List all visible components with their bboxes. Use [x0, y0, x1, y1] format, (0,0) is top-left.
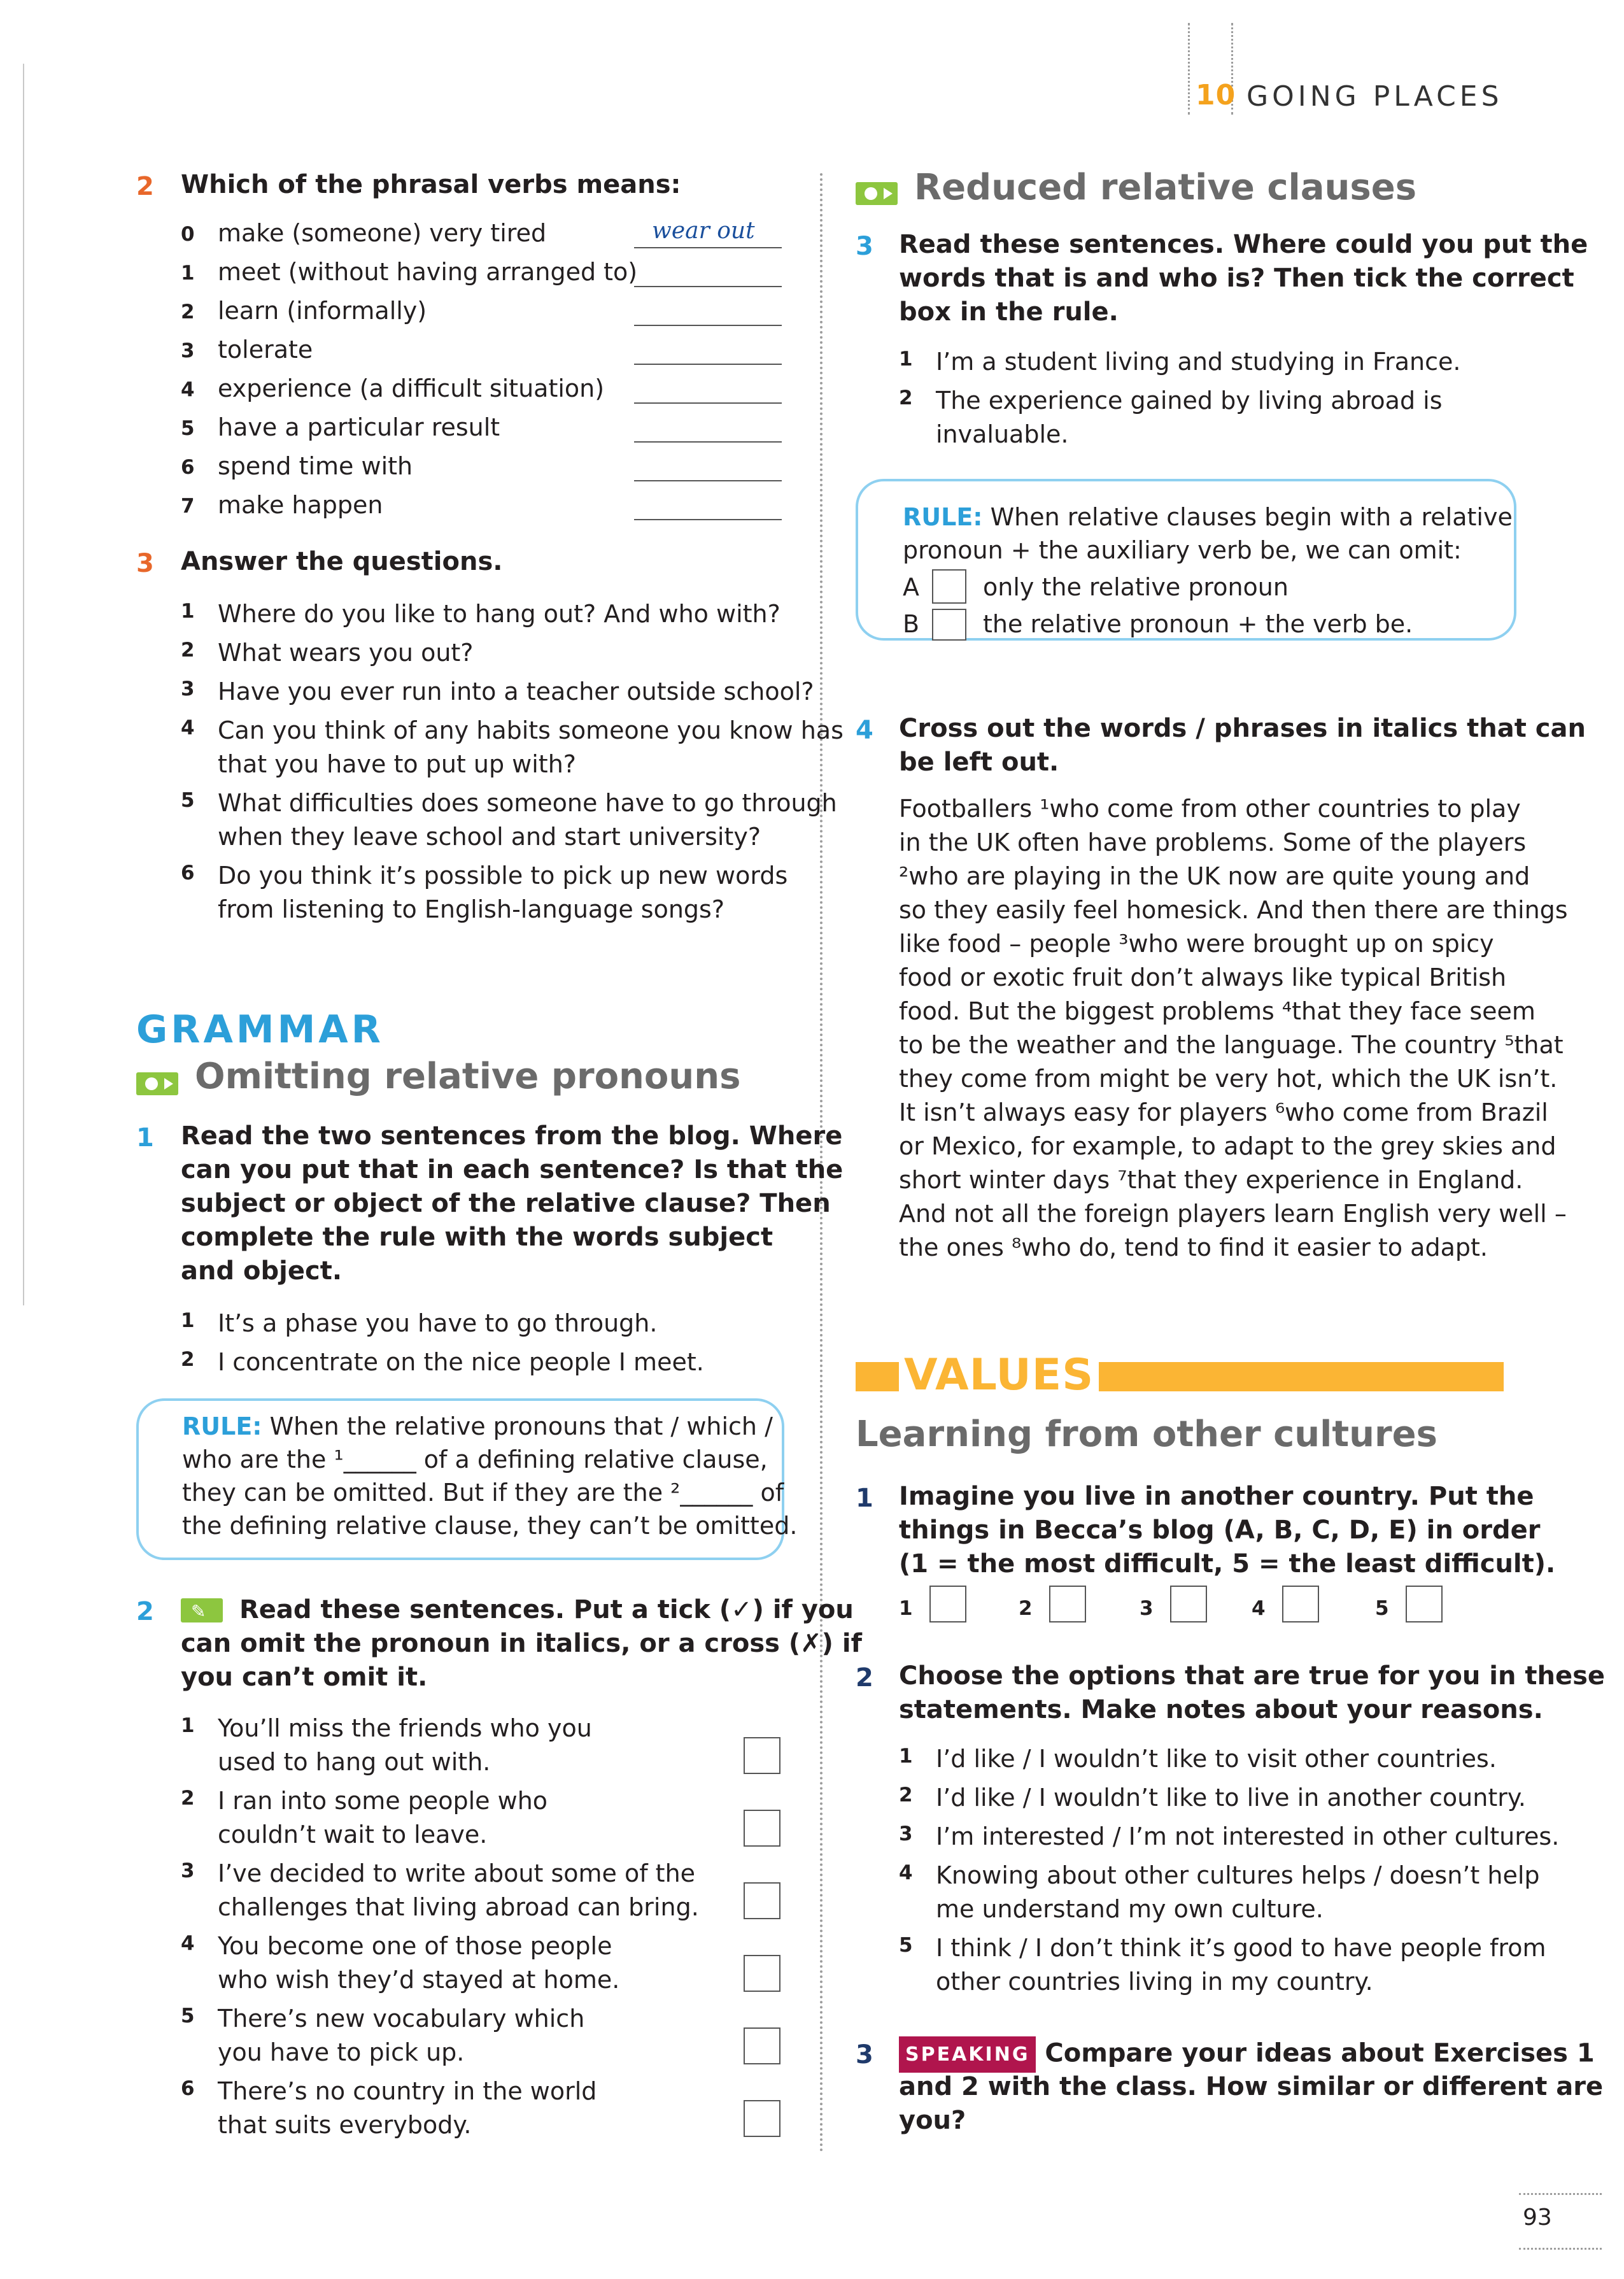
exercise-title-line: Choose the options that are true for you in these [899, 1661, 1606, 1691]
item-line: Do you think it’s possible to pick up new words [218, 862, 788, 890]
item-number: 4 [181, 716, 195, 739]
item-number: 2 [181, 639, 195, 662]
item-line: There’s new vocabulary which [218, 2005, 585, 2033]
item-number: 1 [181, 1714, 195, 1737]
handwritten-answer: wear out [652, 218, 755, 244]
rule-line [182, 1410, 773, 1444]
paragraph-line: the ones ⁸who do, tend to find it easier to adapt. [899, 1233, 1488, 1261]
ranking-checkbox[interactable] [1049, 1586, 1086, 1622]
exercise-number: 2 [856, 1663, 873, 1693]
item-line: Can you think of any habits someone you know has [218, 716, 844, 744]
item-number: 3 [181, 1859, 195, 1882]
option-text: only the relative pronoun [983, 573, 1289, 601]
answer-field[interactable] [634, 247, 782, 248]
item-number: 6 [181, 862, 195, 884]
item-line: The experience gained by living abroad is [936, 387, 1443, 415]
item-text: learn (informally) [218, 297, 427, 325]
item-number: 7 [181, 495, 195, 518]
paragraph-line: they come from might be very hot, which the UK isn’t. [899, 1065, 1558, 1093]
header-rule [1188, 23, 1190, 115]
exercise-title-line: things in Becca’s blog (A, B, C, D, E) in order [899, 1516, 1541, 1545]
item-number: 2 [181, 1787, 195, 1810]
exercise-title-line: and object. [181, 1256, 342, 1286]
ranking-checkbox[interactable] [1282, 1586, 1319, 1622]
footer-dots [1519, 2193, 1602, 2195]
item-line: from listening to English-language songs? [218, 895, 724, 923]
subheading: Omitting relative pronouns [195, 1056, 741, 1097]
exercise-number: 2 [136, 172, 154, 201]
ranking-checkbox[interactable] [1406, 1586, 1443, 1622]
item-line: that you have to put up with? [218, 750, 576, 778]
item-line: I think / I don’t think it’s good to have people from [936, 1934, 1546, 1962]
item-line: used to hang out with. [218, 1748, 491, 1776]
exercise-title-line: you? [899, 2106, 966, 2135]
subheading: Reduced relative clauses [914, 167, 1417, 208]
answer-field[interactable] [634, 441, 782, 443]
exercise-title-line: Read these sentences. Where could you put the [899, 230, 1588, 259]
unit-title: GOING PLACES [1246, 80, 1503, 113]
item-number: 1 [181, 262, 195, 285]
pencil-icon: ✎ [181, 1598, 223, 1622]
item-line: challenges that living abroad can bring. [218, 1893, 699, 1921]
item-number: 0 [181, 223, 195, 246]
ranking-checkbox[interactable] [929, 1586, 966, 1622]
answer-field[interactable] [634, 402, 782, 404]
rule-line-text: When the relative pronouns that / which / [269, 1412, 773, 1440]
item-number: 4 [899, 1861, 913, 1884]
rule-label: RULE: [903, 503, 983, 531]
subheading: Learning from other cultures [856, 1414, 1437, 1455]
exercise-title [899, 2036, 1595, 2073]
exercise-number: 3 [856, 232, 873, 261]
exercise-title-text: Compare your ideas about Exercises 1 [1045, 2038, 1595, 2068]
item-line: invaluable. [936, 420, 1069, 448]
item-text: make (someone) very tired [218, 219, 547, 247]
item-number: 6 [181, 2077, 195, 2100]
item-line: What wears you out? [218, 639, 474, 667]
paragraph-line: And not all the foreign players learn English very well – [899, 1200, 1567, 1228]
item-number: 1 [181, 600, 195, 623]
item-line: who wish they’d stayed at home. [218, 1966, 620, 1994]
paragraph-line: short winter days ⁷that they experience in England. [899, 1166, 1523, 1194]
item-number: 2 [181, 1348, 195, 1371]
item-number: 5 [899, 1934, 913, 1957]
exercise-number: 2 [136, 1597, 154, 1626]
item-line: It’s a phase you have to go through. [218, 1309, 658, 1337]
exercise-number: 4 [856, 716, 873, 745]
item-line: I’ve decided to write about some of the [218, 1859, 696, 1887]
option-letter: B [903, 610, 920, 638]
item-line: You become one of those people [218, 1932, 612, 1960]
item-number: 2 [899, 1784, 913, 1807]
section-heading: GRAMMAR [136, 1007, 384, 1052]
rule-label: RULE: [182, 1412, 262, 1440]
exercise-number: 1 [136, 1123, 154, 1153]
exercise-title-line: (1 = the most difficult, 5 = the least difficult). [899, 1549, 1556, 1579]
exercise-title: Which of the phrasal verbs means: [181, 170, 681, 199]
item-line: Have you ever run into a teacher outside school? [218, 678, 814, 706]
option-letter: A [903, 573, 919, 601]
rule-line: they can be omitted. But if they are the ²______ of [182, 1479, 784, 1507]
item-text: spend time with [218, 452, 413, 480]
item-line: Where do you like to hang out? And who with? [218, 600, 780, 628]
item-line: Knowing about other cultures helps / doesn’t help [936, 1861, 1540, 1889]
exercise-number: 1 [856, 1484, 873, 1513]
rule-line [903, 501, 1513, 534]
paragraph-line: to be the weather and the language. The country ⁵that [899, 1031, 1564, 1059]
exercise-title-line: box in the rule. [899, 297, 1119, 327]
item-number: 1 [181, 1309, 195, 1332]
answer-field[interactable] [634, 325, 782, 326]
exercise-title-line: and 2 with the class. How similar or different are [899, 2072, 1604, 2101]
item-text: have a particular result [218, 413, 500, 441]
box-number: 3 [1140, 1597, 1154, 1620]
item-text: meet (without having arranged to) [218, 258, 638, 286]
exercise-title-line: be left out. [899, 748, 1059, 777]
exercise-title-line: statements. Make notes about your reasons. [899, 1695, 1543, 1724]
page-number: 93 [1523, 2204, 1552, 2231]
item-number: 1 [899, 1745, 913, 1768]
ranking-checkbox[interactable] [1170, 1586, 1207, 1622]
rule-line: the defining relative clause, they can’t be omitted. [182, 1512, 798, 1540]
item-line: There’s no country in the world [218, 2077, 597, 2105]
exercise-title-line: Cross out the words / phrases in italics that can [899, 714, 1586, 743]
answer-checkbox[interactable] [744, 1737, 780, 1774]
item-text: tolerate [218, 336, 313, 364]
answer-checkbox[interactable] [744, 2027, 780, 2064]
item-line: I’m a student living and studying in France. [936, 348, 1461, 376]
paragraph-line: or Mexico, for example, to adapt to the grey skies and [899, 1132, 1557, 1160]
item-line: me understand my own culture. [936, 1895, 1324, 1923]
item-number: 4 [181, 1932, 195, 1955]
item-number: 6 [181, 456, 195, 479]
paragraph-line: like food – people ³who were brought up on spicy [899, 930, 1494, 958]
item-line: other countries living in my country. [936, 1968, 1373, 1996]
rule-box [856, 479, 1516, 641]
item-line: I’d like / I wouldn’t like to visit other countries. [936, 1745, 1497, 1773]
video-icon [856, 182, 898, 205]
answer-checkbox[interactable] [744, 1882, 780, 1919]
item-number: 3 [181, 678, 195, 700]
exercise-number: 3 [856, 2040, 873, 2070]
exercise-title-line: Read the two sentences from the blog. Where [181, 1121, 843, 1151]
answer-field[interactable] [634, 519, 782, 520]
speaking-badge: SPEAKING [899, 2036, 1036, 2073]
item-line: I ran into some people who [218, 1787, 548, 1815]
paragraph-line: Footballers ¹who come from other countries to play [899, 795, 1521, 823]
item-text: experience (a difficult situation) [218, 374, 605, 402]
item-number: 5 [181, 789, 195, 812]
answer-field[interactable] [634, 286, 782, 287]
item-number: 5 [181, 2005, 195, 2027]
paragraph-line: ²who are playing in the UK now are quite young and [899, 862, 1530, 890]
item-line: you have to pick up. [218, 2038, 465, 2066]
item-line: I concentrate on the nice people I meet. [218, 1348, 704, 1376]
item-text: make happen [218, 491, 383, 519]
exercise-title-line: words that is and who is? Then tick the correct [899, 264, 1574, 293]
rule-line: pronoun + the auxiliary verb be, we can omit: [903, 536, 1462, 564]
rule-line-text: When relative clauses begin with a relative [990, 503, 1513, 531]
exercise-title-line: complete the rule with the words subject [181, 1223, 773, 1252]
page-margin-line [23, 64, 24, 1305]
box-number: 2 [1019, 1597, 1033, 1620]
section-heading: VALUES [899, 1351, 1099, 1400]
item-number: 2 [181, 301, 195, 323]
unit-number: 10 [1196, 79, 1236, 111]
exercise-title-line: can you put that in each sentence? Is that the [181, 1155, 844, 1184]
rule-option-b-checkbox[interactable] [932, 609, 966, 641]
item-line: You’ll miss the friends who you [218, 1714, 592, 1742]
footer-dots [1519, 2248, 1602, 2250]
box-number: 4 [1252, 1597, 1266, 1620]
paragraph-line: It isn’t always easy for players ⁶who come from Brazil [899, 1098, 1548, 1126]
item-line: that suits everybody. [218, 2111, 472, 2139]
item-number: 3 [181, 339, 195, 362]
exercise-title: Answer the questions. [181, 547, 503, 576]
exercise-number: 3 [136, 549, 154, 578]
item-line: couldn’t wait to leave. [218, 1821, 488, 1849]
item-line: when they leave school and start university? [218, 823, 761, 851]
answer-checkbox[interactable] [744, 1810, 780, 1847]
item-number: 3 [899, 1822, 913, 1845]
box-number: 5 [1375, 1597, 1389, 1620]
answer-field[interactable] [634, 364, 782, 365]
rule-box [136, 1398, 798, 1560]
box-number: 1 [899, 1597, 913, 1620]
paragraph-line: food or exotic fruit don’t always like typical British [899, 963, 1507, 991]
item-number: 1 [899, 348, 913, 371]
exercise-title-line: Read these sentences. Put a tick (✓) if you [239, 1595, 854, 1624]
video-icon [136, 1072, 178, 1095]
item-number: 5 [181, 417, 195, 440]
item-line: What difficulties does someone have to go through [218, 789, 837, 817]
exercise-title-line: Imagine you live in another country. Put the [899, 1482, 1534, 1511]
answer-checkbox[interactable] [744, 1955, 780, 1992]
paragraph-line: in the UK often have problems. Some of the players [899, 828, 1527, 856]
paragraph-line: so they easily feel homesick. And then there are things [899, 896, 1568, 924]
exercise-title-line: subject or object of the relative clause? Then [181, 1189, 831, 1218]
item-line: I’d like / I wouldn’t like to live in another country. [936, 1784, 1527, 1812]
item-number: 2 [899, 387, 913, 409]
exercise-title-line: you can’t omit it. [181, 1663, 428, 1692]
answer-field[interactable] [634, 480, 782, 481]
item-line: I’m interested / I’m not interested in other cultures. [936, 1822, 1560, 1850]
exercise-title-line: can omit the pronoun in italics, or a cross (✗) if [181, 1629, 862, 1658]
answer-checkbox[interactable] [744, 2100, 780, 2137]
item-number: 4 [181, 378, 195, 401]
paragraph-line: food. But the biggest problems ⁴that they face seem [899, 997, 1536, 1025]
rule-line: who are the ¹______ of a defining relative clause, [182, 1445, 768, 1473]
rule-option-a-checkbox[interactable] [932, 569, 966, 604]
option-text: the relative pronoun + the verb be. [983, 610, 1413, 638]
